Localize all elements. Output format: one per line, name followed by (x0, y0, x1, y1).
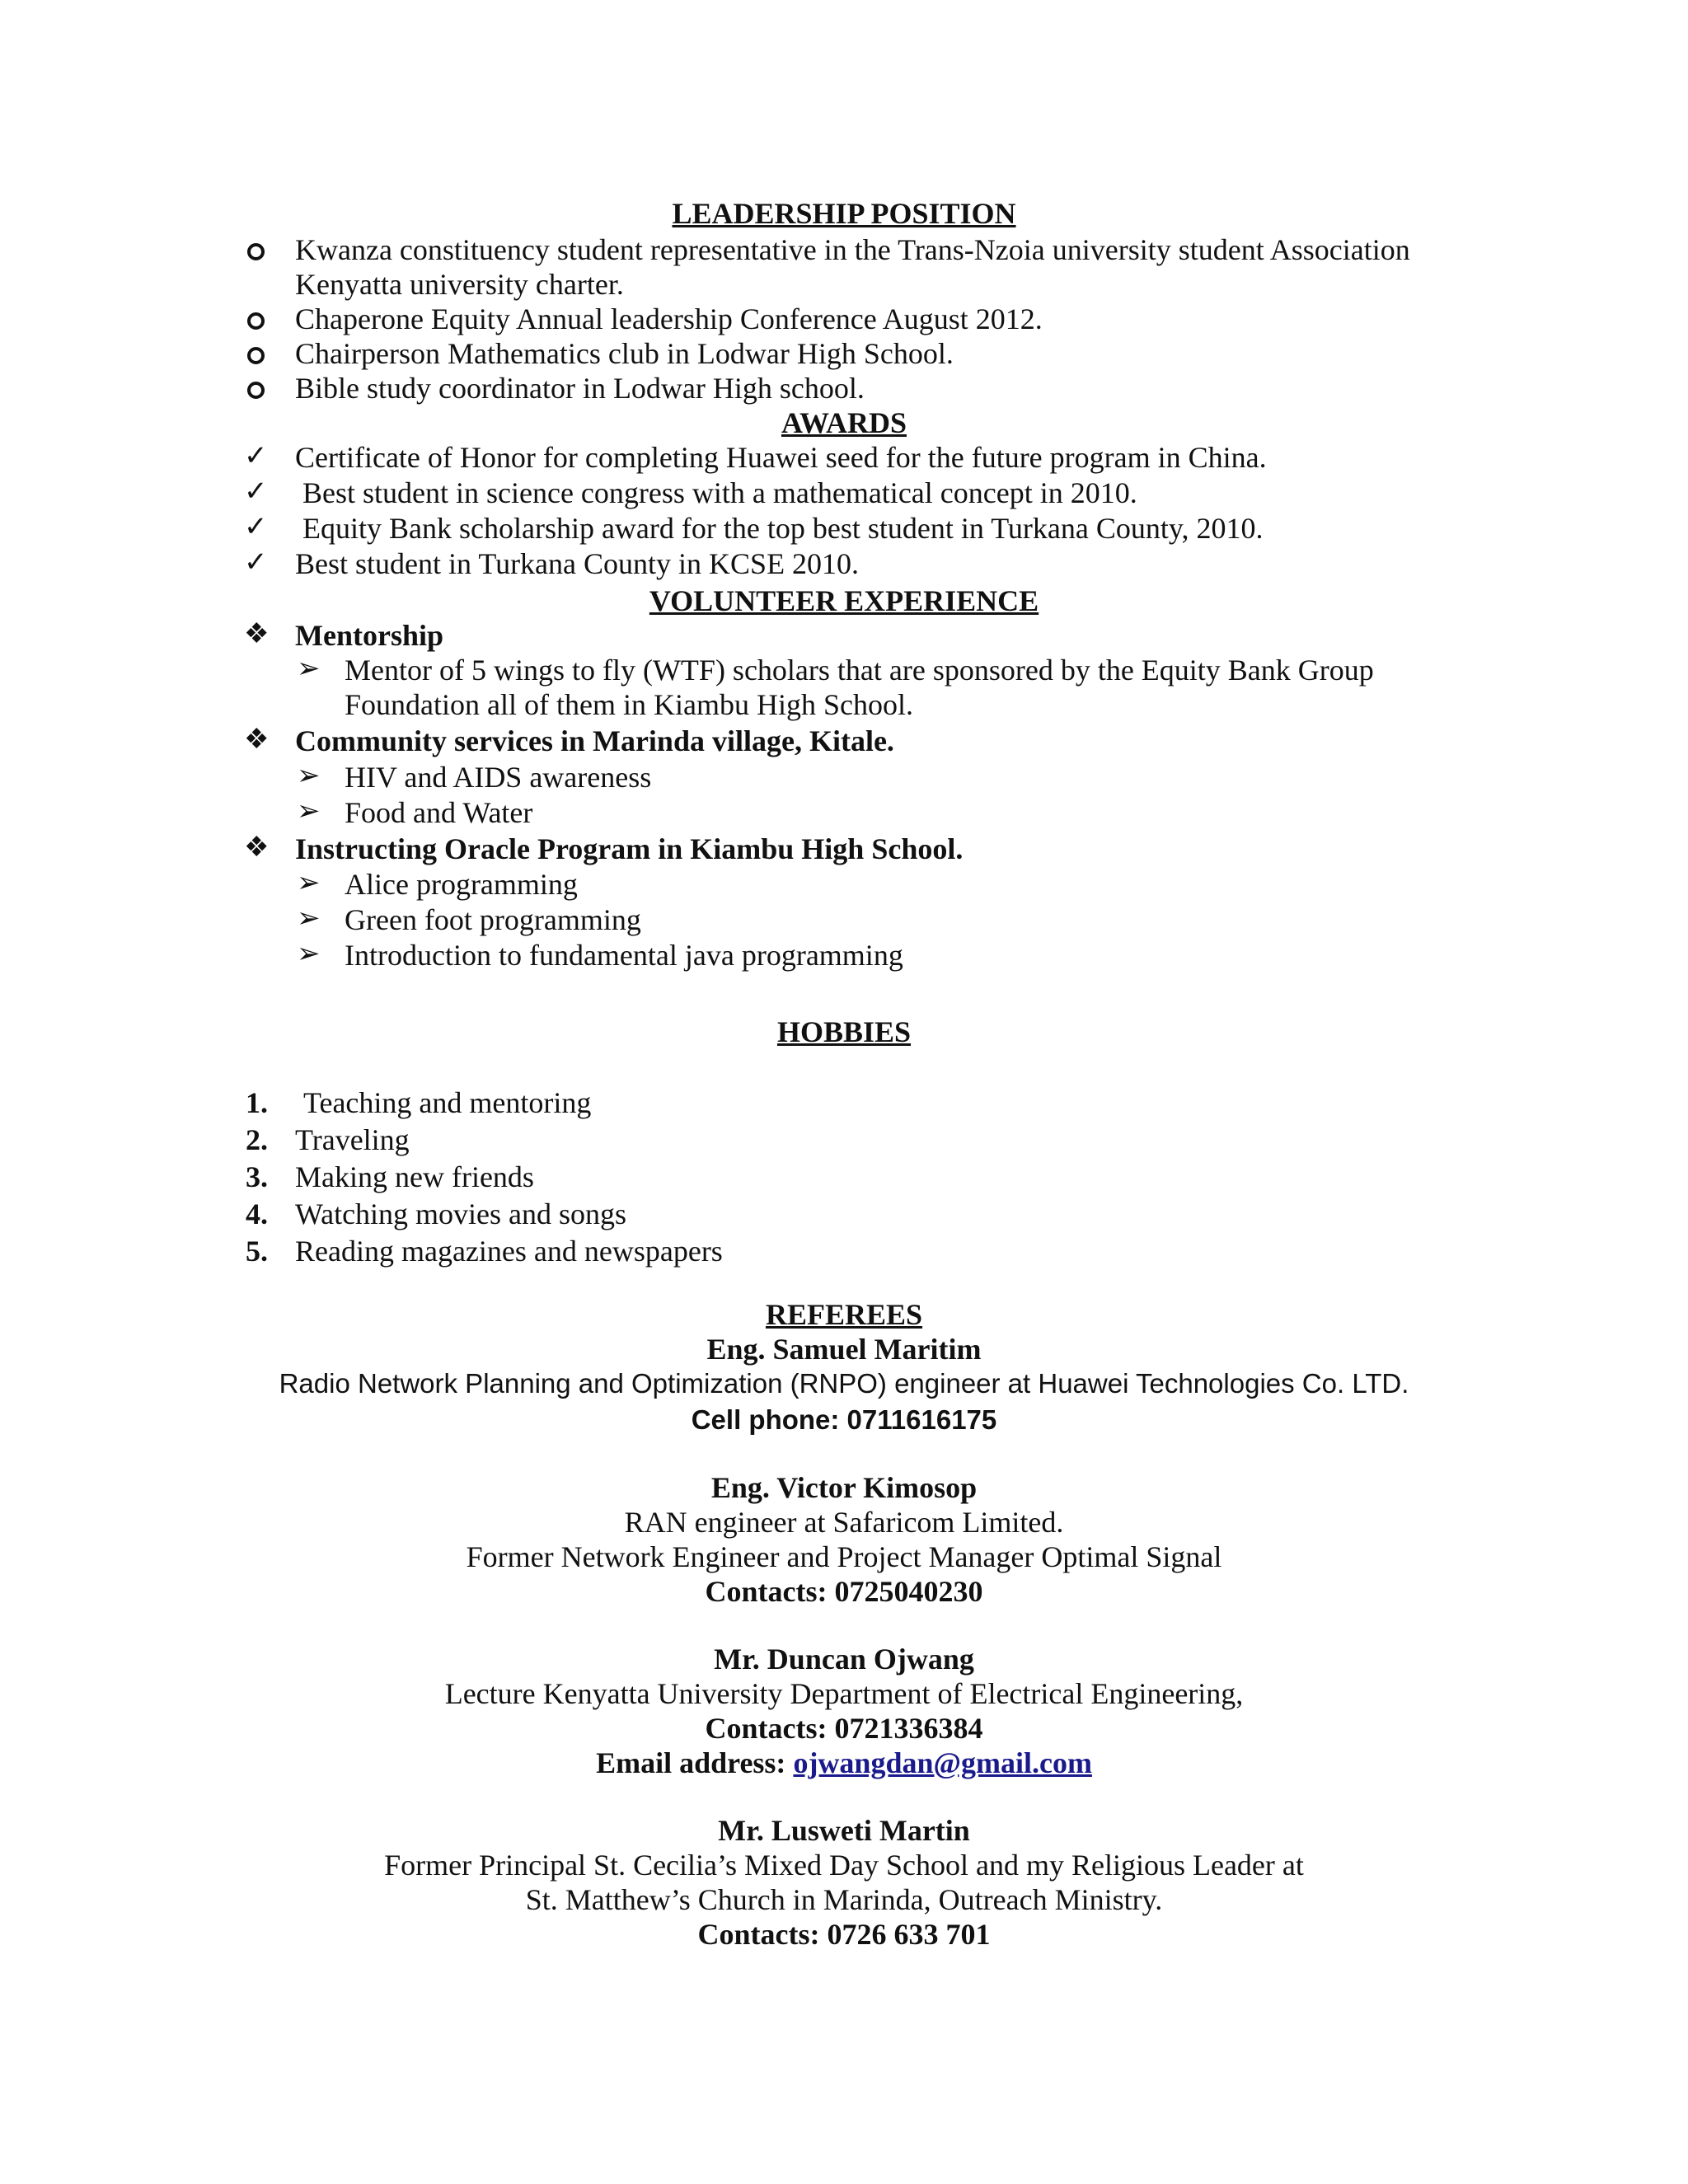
referee-contact: Contacts: 0726 633 701 (697, 1918, 991, 1951)
arrow-bullet-icon: ➢ (297, 939, 321, 969)
arrow-bullet-icon: ➢ (297, 761, 321, 791)
volunteer-group-title: Instructing Oracle Program in Kiambu High School. (295, 832, 964, 865)
award-item: Best student in science congress with a mathematical concept in 2010. (302, 476, 1137, 509)
arrow-bullet-icon: ➢ (297, 868, 321, 898)
volunteer-heading: VOLUNTEER EXPERIENCE (649, 584, 1039, 617)
hobby-number: 2. (246, 1123, 268, 1156)
email-label: Email address: (596, 1746, 794, 1779)
hobby-item: Traveling (295, 1123, 410, 1156)
volunteer-item: Alice programming (345, 868, 578, 901)
volunteer-item: Introduction to fundamental java programming (345, 939, 903, 972)
leadership-heading: LEADERSHIP POSITION (672, 197, 1016, 230)
circle-bullet-icon (247, 382, 265, 399)
hobby-number: 5. (246, 1235, 268, 1268)
email-link[interactable]: ojwangdan@gmail.com (793, 1746, 1092, 1779)
hobbies-heading: HOBBIES (776, 1015, 912, 1048)
leadership-item: Chaperone Equity Annual leadership Conference August 2012. (295, 302, 1043, 335)
hobby-number: 4. (246, 1197, 268, 1230)
leadership-item-continued: Kenyatta university charter. (295, 268, 624, 301)
arrow-bullet-icon: ➢ (297, 654, 321, 684)
referee-name: Eng. Victor Kimosop (710, 1471, 978, 1504)
referee-title: Radio Network Planning and Optimization (RNPO) engineer at Huawei Technologies Co. LTD. (279, 1368, 1409, 1399)
awards-heading: AWARDS (781, 406, 907, 439)
referee-title: RAN engineer at Safaricom Limited. (624, 1506, 1064, 1539)
award-item: Equity Bank scholarship award for the top best student in Turkana County, 2010. (302, 512, 1264, 545)
hobby-number: 1. (246, 1086, 268, 1119)
volunteer-item: Green foot programming (345, 903, 641, 936)
volunteer-group-title: Mentorship (295, 619, 443, 652)
hobby-item: Watching movies and songs (295, 1197, 627, 1230)
referee-email-line (0, 1746, 1688, 1780)
volunteer-item: HIV and AIDS awareness (345, 761, 652, 794)
referee-contact: Contacts: 0725040230 (705, 1575, 983, 1608)
hobby-item: Reading magazines and newspapers (295, 1235, 723, 1268)
leadership-item: Bible study coordinator in Lodwar High school. (295, 372, 865, 405)
referee-contact: Cell phone: 0711616175 (691, 1404, 997, 1435)
circle-bullet-icon (247, 347, 265, 364)
diamond-bullet-icon: ❖ (244, 724, 270, 755)
hobby-number: 3. (246, 1160, 268, 1193)
checkmark-icon: ✓ (244, 547, 268, 578)
volunteer-item-continued: Foundation all of them in Kiambu High School. (345, 688, 913, 721)
circle-bullet-icon (247, 312, 265, 330)
diamond-bullet-icon: ❖ (244, 832, 270, 863)
award-item: Best student in Turkana County in KCSE 2010. (295, 547, 860, 580)
referee-title: Former Network Engineer and Project Manager Optimal Signal (466, 1540, 1222, 1573)
referee-name: Mr. Duncan Ojwang (714, 1643, 974, 1675)
referee-name: Eng. Samuel Maritim (706, 1333, 982, 1366)
referees-heading: REFEREES (765, 1298, 923, 1331)
leadership-item: Chairperson Mathematics club in Lodwar High School. (295, 337, 954, 370)
referee-contact: Contacts: 0721336384 (705, 1712, 983, 1745)
arrow-bullet-icon: ➢ (297, 903, 321, 934)
award-item: Certificate of Honor for completing Huawei seed for the future program in China. (295, 441, 1267, 474)
referee-title: Lecture Kenyatta University Department of Electrical Engineering, (444, 1677, 1244, 1710)
referee-name: Mr. Lusweti Martin (718, 1814, 970, 1847)
referee-title: Former Principal St. Cecilia’s Mixed Day School and my Religious Leader at (384, 1849, 1304, 1882)
checkmark-icon: ✓ (244, 476, 268, 507)
leadership-item: Kwanza constituency student representative in the Trans-Nzoia university student Association (295, 233, 1410, 266)
hobby-item: Teaching and mentoring (303, 1086, 592, 1119)
checkmark-icon: ✓ (244, 512, 268, 542)
diamond-bullet-icon: ❖ (244, 619, 270, 649)
volunteer-group-title: Community services in Marinda village, Kitale. (295, 724, 894, 757)
hobby-item: Making new friends (295, 1160, 534, 1193)
checkmark-icon: ✓ (244, 441, 268, 471)
circle-bullet-icon (247, 243, 265, 260)
volunteer-item: Mentor of 5 wings to fly (WTF) scholars that are sponsored by the Equity Bank Group (345, 654, 1374, 687)
arrow-bullet-icon: ➢ (297, 796, 321, 827)
referee-title: St. Matthew’s Church in Marinda, Outreach Ministry. (525, 1883, 1163, 1916)
volunteer-item: Food and Water (345, 796, 533, 829)
